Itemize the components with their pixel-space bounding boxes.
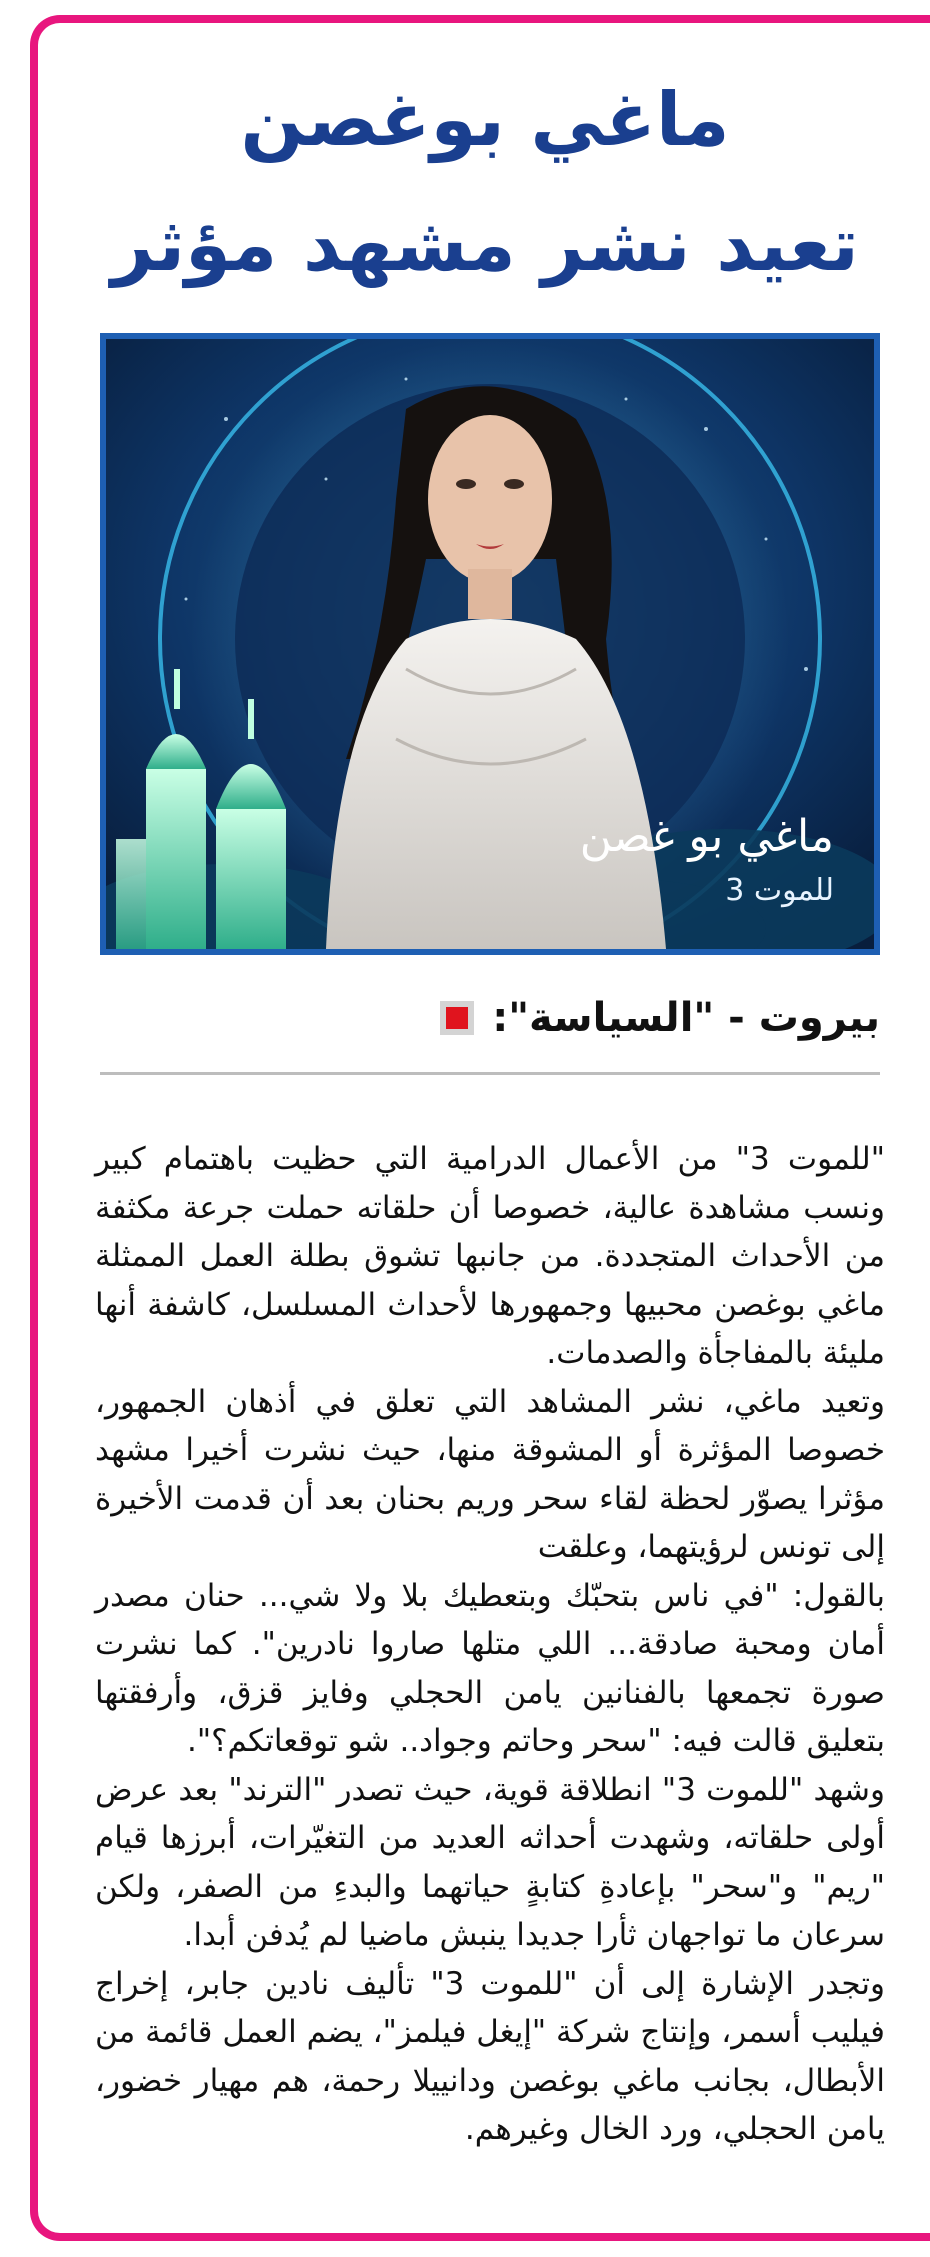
paragraph-4: وشهد "للموت 3" انطلاقة قوية، حيث تصدر "الترند" بعد عرض أولى حلقاته، وشهدت أحداثه العديد من التغيّرات، أبرزها قيام "ريم" و"سحر" بإعادةِ كتابةٍ حياتهما والبدءِ من الصفر، ولكن سرعان ما تواجهان ثأرا جديدا ينبش ماضيا لم يُدفن أبدا.: [95, 1771, 885, 1953]
paragraph-2: وتعيد ماغي، نشر المشاهد التي تعلق في أذهان الجمهور، خصوصا المؤثرة أو المشوقة منها، حيث نشرت أخيرا مشهد مؤثرا يصوّر لحظة لقاء سحر وريم بحنان بعد أن قدمت الأخيرة إلى تونس لرؤيتهما، وعلقت: [95, 1383, 885, 1565]
headline-line-1: ماغي بوغصن: [240, 77, 730, 163]
article-body: [95, 1135, 885, 2154]
photo-caption-show: للموت 3: [725, 873, 834, 908]
article-photo: [100, 333, 880, 955]
dateline-text: بيروت - "السياسة":: [492, 995, 880, 1041]
photo-caption-name: ماغي بو غصن: [579, 811, 834, 862]
red-square-icon: [440, 1001, 474, 1035]
paragraph-1: "للموت 3" من الأعمال الدرامية التي حظيت باهتمام كبير ونسب مشاهدة عالية، خصوصا أن حلقاته حملت جرعة مكثفة من الأحداث المتجددة. من جانبها تشوق بطلة العمل الممثلة ماغي بوغصن محبيها وجمهورها لأحداث المسلسل، كاشفة أنها مليئة بالمفاجأة والصدمات.: [95, 1141, 885, 1371]
paragraph-3: بالقول: "في ناس بتحبّك وبتعطيك بلا ولا شي... حنان مصدر أمان ومحبة صادقة... اللي متلها صاروا نادرين". كما نشرت صورة تجمعها بالفنانين يامن الحجلي وفايز قزق، وأرفقتها بتعليق قالت فيه: "سحر وحاتم وجواد.. شو توقعاتكم؟".: [95, 1577, 885, 1759]
paragraph-5: وتجدر الإشارة إلى أن "للموت 3" تأليف نادين جابر، إخراج فيليب أسمر، وإنتاج شركة "إيغل فيلمز"، يضم العمل قائمة من الأبطال، بجانب ماغي بوغصن ودانييلا رحمة، هم مهيار خضور، يامن الحجلي، ورد الخال وغيرهم.: [95, 1965, 885, 2147]
dateline: [440, 988, 880, 1048]
divider: [100, 1072, 880, 1075]
headline-line-2: تعيد نشر مشهد مؤثر: [111, 202, 859, 288]
